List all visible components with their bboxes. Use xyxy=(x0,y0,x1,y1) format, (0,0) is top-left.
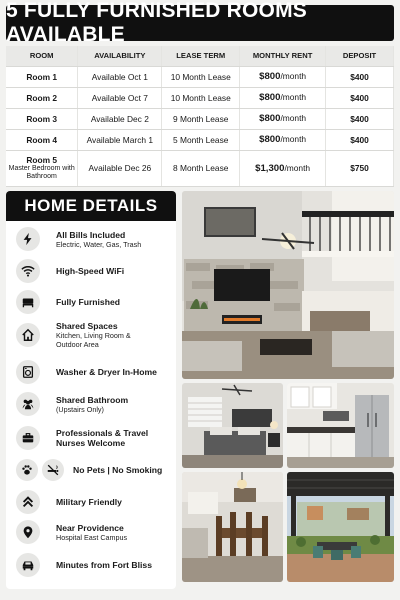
room-rent: $1,300/month xyxy=(240,150,326,186)
feature-fort-bliss xyxy=(6,553,176,577)
feature-bathroom xyxy=(6,392,176,416)
bedroom-photo xyxy=(182,383,283,468)
feature-title: Professionals & Travel Nurses Welcome xyxy=(56,428,149,448)
no-smoking-icon xyxy=(42,459,64,481)
room-lease: 10 Month Lease xyxy=(162,87,240,108)
table-row xyxy=(6,150,394,186)
room-deposit: $400 xyxy=(326,108,394,129)
header-availability: AVAILABILITY xyxy=(78,46,162,66)
header-monthly-rent: MONTHLY RENT xyxy=(240,46,326,66)
feature-military xyxy=(6,490,176,514)
room-name: Room 2 xyxy=(6,87,78,108)
room-rent: $800/month xyxy=(240,108,326,129)
people-icon xyxy=(16,392,40,416)
feature-subtitle: Kitchen, Living Room & Outdoor Area xyxy=(56,331,131,349)
kitchen-photo xyxy=(287,383,394,468)
room-deposit: $400 xyxy=(326,87,394,108)
header-lease-term: LEASE TERM xyxy=(162,46,240,66)
briefcase-icon xyxy=(16,426,40,450)
wifi-icon xyxy=(16,259,40,283)
location-pin-icon xyxy=(16,520,40,544)
room-rent: $800/month xyxy=(240,129,326,150)
room-deposit: $750 xyxy=(326,150,394,186)
room-deposit: $400 xyxy=(326,66,394,87)
feature-title: No Pets | No Smoking xyxy=(73,465,163,475)
feature-title: Minutes from Fort Bliss xyxy=(56,560,152,570)
living-room-photo xyxy=(182,191,394,379)
feature-title: Washer & Dryer In-Home xyxy=(56,367,157,377)
washer-icon xyxy=(16,360,40,384)
feature-title: Near Providence xyxy=(56,522,124,533)
room-availability: Available March 1 xyxy=(78,129,162,150)
room-lease: 9 Month Lease xyxy=(162,108,240,129)
house-icon xyxy=(16,323,40,347)
table-row xyxy=(6,66,394,87)
title-banner xyxy=(6,0,394,46)
feature-furnished xyxy=(6,290,176,314)
table-header-row xyxy=(6,46,394,66)
header-deposit: DEPOSIT xyxy=(326,46,394,66)
feature-title: All Bills Included xyxy=(56,229,126,240)
home-details-header xyxy=(6,191,176,221)
dining-room-photo xyxy=(182,472,283,582)
table-row xyxy=(6,129,394,150)
feature-no-pets-no-smoking xyxy=(6,459,176,481)
feature-wifi xyxy=(6,259,176,283)
feature-title: Shared Spaces xyxy=(56,321,118,331)
room-deposit: $400 xyxy=(326,129,394,150)
table-row xyxy=(6,87,394,108)
room-lease: 10 Month Lease xyxy=(162,66,240,87)
room-note: Master Bedroom with Bathroom xyxy=(8,165,75,180)
bed-icon xyxy=(16,290,40,314)
room-name: Room 3 xyxy=(6,108,78,129)
room-availability: Available Dec 2 xyxy=(78,108,162,129)
banner-title: 5 FULLY FURNISHED ROOMS AVAILABLE xyxy=(6,0,307,46)
car-icon xyxy=(16,553,40,577)
feature-title: Shared Bathroom xyxy=(56,394,129,405)
feature-providence xyxy=(6,520,176,544)
room-lease: 8 Month Lease xyxy=(162,150,240,186)
rooms-table xyxy=(6,46,394,187)
chevrons-up-icon xyxy=(16,490,40,514)
header-room: ROOM xyxy=(6,46,78,66)
feature-subtitle: Electric, Water, Gas, Trash xyxy=(56,239,142,249)
table-row xyxy=(6,108,394,129)
room-rent: $800/month xyxy=(240,66,326,87)
room-name: Room 5 Master Bedroom with Bathroom xyxy=(6,150,78,186)
feature-professionals xyxy=(6,426,176,450)
feature-shared-spaces xyxy=(6,321,176,349)
home-details-panel xyxy=(6,191,176,589)
patio-photo xyxy=(287,472,394,582)
feature-title: Military Friendly xyxy=(56,497,122,507)
room-rent: $800/month xyxy=(240,87,326,108)
room-availability: Available Oct 1 xyxy=(78,66,162,87)
feature-title: Fully Furnished xyxy=(56,297,120,307)
room-name: Room 4 xyxy=(6,129,78,150)
feature-bills xyxy=(6,227,176,251)
room-lease: 5 Month Lease xyxy=(162,129,240,150)
feature-subtitle: Hospital East Campus xyxy=(56,532,128,542)
room-availability: Available Dec 26 xyxy=(78,150,162,186)
room-availability: Available Oct 7 xyxy=(78,87,162,108)
paw-icon xyxy=(16,459,38,481)
room-name: Room 1 xyxy=(6,66,78,87)
feature-washer xyxy=(6,360,176,384)
feature-subtitle: (Upstairs Only) xyxy=(56,404,104,414)
lightning-icon xyxy=(16,227,40,251)
feature-title: High-Speed WiFi xyxy=(56,266,125,276)
home-details-title: HOME DETAILS xyxy=(24,196,158,215)
